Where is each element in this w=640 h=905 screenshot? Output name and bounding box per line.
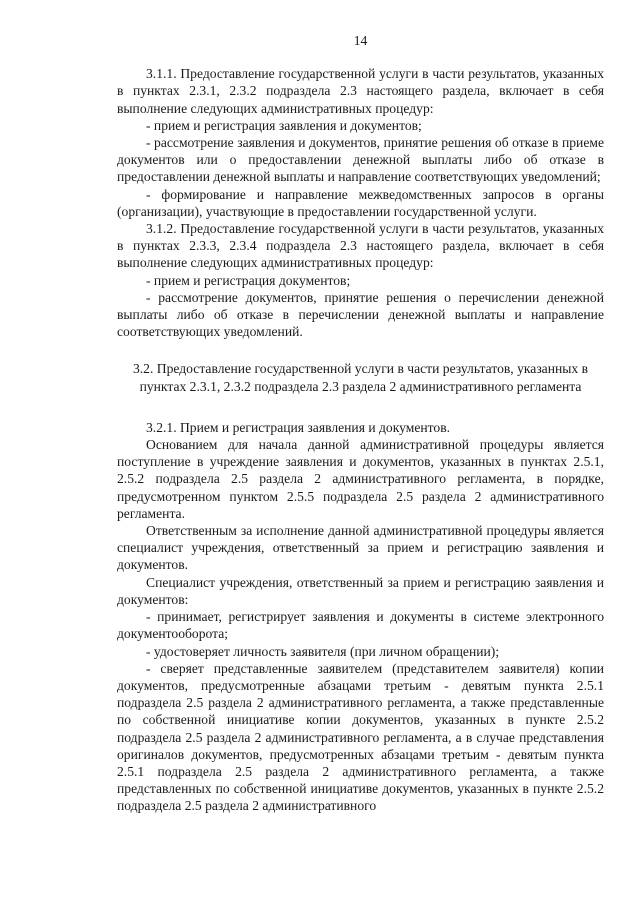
paragraph-specialist: Специалист учреждения, ответственный за прием и регистрацию заявления и документов: xyxy=(117,574,604,607)
paragraph-3-1-1: 3.1.1. Предоставление государственной услуги в части результатов, указанных в пунктах 2.3.1, 2.3.2 подраздела 2.3 настоящего раздела, включает в себя выполнение следующих административных процедур: xyxy=(117,66,604,116)
paragraph-3-2-1: 3.2.1. Прием и регистрация заявления и документов. xyxy=(146,419,451,435)
paragraph-basis: Основанием для начала данной административной процедуры является поступление в учреждение заявления и документов, указанных в пунктах 2.5.1, 2.5.2 подраздела 2.5 раздела 2 административного регламента, в порядке, предусмотренном пунктом 2.5.5 подраздела 2.5 раздела 2 административного регламента. xyxy=(117,437,604,521)
list-item-document-review: - рассмотрение документов, принятие решения о перечислении денежной выплаты либо об отказе в перечислении денежной выплаты и направление соответствующих уведомлений. xyxy=(117,289,604,340)
section-heading-3-2: 3.2. Предоставление государственной услуги в части результатов, указанных в пунктах 2.3.1, 2.3.2 подраздела 2.3 раздела 2 административного регламента xyxy=(132,361,589,394)
list-item-document-registration: - прием и регистрация документов; xyxy=(146,272,351,288)
list-item-review-decision: - рассмотрение заявления и документов, принятие решения об отказе в приеме документов или о предоставлении денежной выплаты либо об отказе в предоставлении денежной выплаты и направление соответствующих уведомлений; xyxy=(117,135,604,185)
list-item-checks-copies: - сверяет представленные заявителем (представителем заявителя) копии документов, предусмотренные абзацами третьим - девятым пункта 2.5.1 подраздела 2.5 раздела 2 административного регламента, а также представленные по собственной инициативе копии документов, указанных в пункте 2.5.2 подраздела 2.5 раздела 2 административного регламента, а в случае представления оригиналов документов, предусмотренных абзацами третьим - девятым пункта 2.5.1 подраздела 2.5 раздела 2 административного регламента, а также представленных по собственной инициативе документов, указанных в пункте 2.5.2 подраздела 2.5 раздела 2 административного xyxy=(117,660,604,814)
list-item-reception-registration: - прием и регистрация заявления и документов; xyxy=(146,117,422,133)
list-item-accepts-registers: - принимает, регистрирует заявления и документы в системе электронного документооборота; xyxy=(117,609,604,642)
list-item-verifies-identity: - удостоверяет личность заявителя (при личном обращении); xyxy=(146,643,500,659)
paragraph-responsible: Ответственным за исполнение данной административной процедуры является специалист учреждения, ответственный за прием и регистрацию заявления и документов. xyxy=(117,523,604,573)
page-number: 14 xyxy=(353,33,368,48)
list-item-interagency-requests: - формирование и направление межведомственных запросов в органы (организации), участвующие в предоставлении государственной услуги. xyxy=(117,186,604,219)
paragraph-3-1-2: 3.1.2. Предоставление государственной услуги в части результатов, указанных в пунктах 2.3.3, 2.3.4 подраздела 2.3 настоящего раздела, включает в себя выполнение следующих административных процедур: xyxy=(117,221,604,271)
